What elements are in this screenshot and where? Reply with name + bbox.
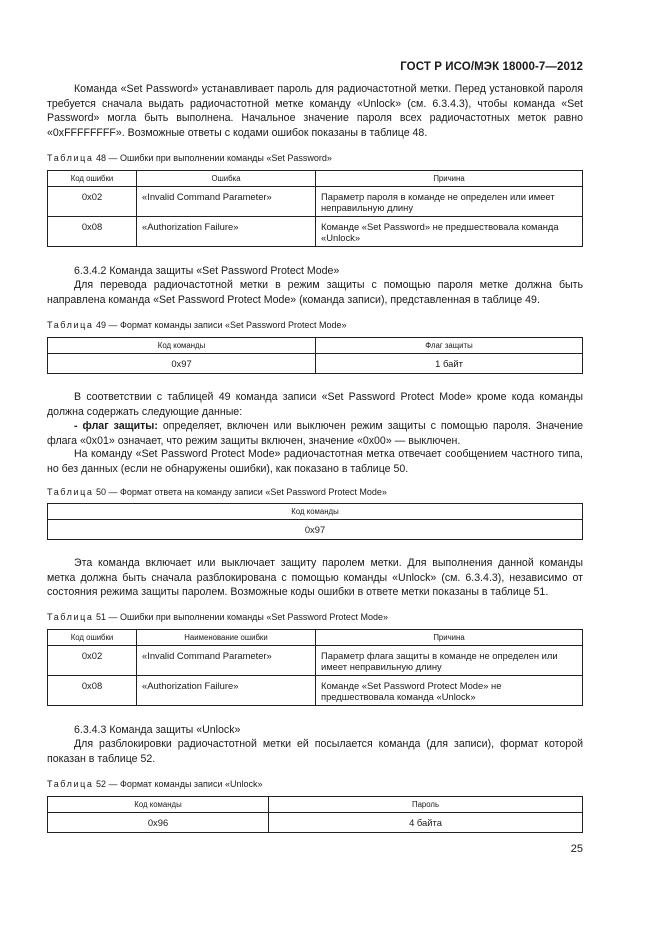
password-cell: 4 байта: [269, 813, 583, 833]
protect-flag-description: определяет, включен или выключен режим защиты с помощью пароля. Значение флага «0x01» означает, что режим защиты включен, значение «0x00» — выключен.: [47, 420, 584, 447]
table-52: [47, 796, 583, 833]
section-heading-6-3-4-2: 6.3.4.2 Команда защиты «Set Password Protect Mode»: [74, 265, 340, 277]
paragraph-unlock-required: Эта команда включает или выключает защиту паролем метки. Для выполнения данной команды метка должна быть сначала разблокирована с помощью команды «Unlock» (см. 6.3.4.3), независимо от состояния режима защиты паролем. Возможные коды ошибки в ответе метки показаны в таблице 51.: [47, 557, 583, 599]
table-header-row: [48, 504, 583, 520]
table-row: [48, 520, 583, 540]
column-header: Код команды: [48, 797, 269, 813]
error-name-cell: «Invalid Command Parameter»: [137, 646, 316, 676]
table-52-caption: [47, 779, 263, 790]
paragraph-unlock: Для разблокировки радиочастотной метки ей посылается команда (для записи), формат которой показан в таблице 52.: [47, 738, 583, 765]
table-48: [47, 170, 583, 247]
column-header: Код ошибки: [48, 630, 137, 646]
column-header: Код ошибки: [48, 171, 137, 187]
reason-cell: Команде «Set Password» не предшествовала команда «Unlock»: [316, 217, 583, 247]
table-51: [47, 629, 583, 706]
caption-text: 50 — Формат ответа на команду записи «Set Password Protect Mode»: [93, 487, 387, 497]
table-48-caption: [47, 153, 332, 164]
command-code-cell: 0x96: [48, 813, 269, 833]
reason-cell: Команде «Set Password Protect Mode» не предшествовала команда «Unlock»: [316, 676, 583, 706]
table-50: [47, 503, 583, 540]
caption-word: Таблица: [47, 612, 94, 622]
column-header: Пароль: [269, 797, 583, 813]
section-heading-6-3-4-3: 6.3.4.3 Команда защиты «Unlock»: [74, 724, 241, 736]
caption-word: Таблица: [47, 779, 94, 789]
table-header-row: [48, 630, 583, 646]
column-header: Причина: [316, 630, 583, 646]
caption-word: Таблица: [47, 320, 94, 330]
column-header: Флаг защиты: [316, 338, 583, 354]
document-header: ГОСТ Р ИСО/МЭК 18000-7—2012: [400, 61, 583, 73]
paragraph-response: На команду «Set Password Protect Mode» радиочастотная метка отвечает сообщением частного типа, но без данных (если не обнаружены ошибки), как показано в таблице 50.: [47, 448, 583, 475]
paragraph-set-password-protect-mode: Для перевода радиочастотной метки в режим защиты с помощью пароля метке должна быть направлена команда «Set Password Protect Mode» (команда записи), представленная в таблице 49.: [47, 279, 583, 306]
command-code-cell: 0x97: [48, 520, 583, 540]
paragraph-set-password: Команда «Set Password» устанавливает пароль для радиочастотной метки. Перед установкой пароля требуется сначала выдать радиочастотной метке команду «Unlock» (см. 6.3.4.3), чтобы команда «Set Password» могла быть выполнена. Начальное значение пароля всех радиочастотных меток равно «0xFFFFFFFF». Возможные ответы с кодами ошибок показаны в таблице 48.: [47, 83, 583, 139]
table-50-caption: [47, 487, 387, 498]
paragraph-table-49-note: В соответствии с таблицей 49 команда записи «Set Password Protect Mode» кроме кода команды должна содержать следующие данные:: [47, 391, 583, 418]
error-name-cell: «Authorization Failure»: [137, 676, 316, 706]
error-name-cell: «Authorization Failure»: [137, 217, 316, 247]
caption-text: 48 — Ошибки при выполнении команды «Set Password»: [93, 153, 332, 163]
caption-text: 52 — Формат команды записи «Unlock»: [93, 779, 263, 789]
protect-flag-cell: 1 байт: [316, 354, 583, 374]
caption-text: 49 — Формат команды записи «Set Password Protect Mode»: [93, 320, 347, 330]
table-header-row: [48, 797, 583, 813]
table-header-row: [48, 338, 583, 354]
table-header-row: [48, 171, 583, 187]
column-header: Причина: [316, 171, 583, 187]
term-protect-flag: - флаг защиты:: [74, 420, 158, 432]
column-header: Код команды: [48, 504, 583, 520]
table-row: [48, 187, 583, 217]
table-51-caption: [47, 612, 388, 623]
page-number: 25: [570, 843, 583, 855]
table-row: [48, 354, 583, 374]
table-49-caption: [47, 320, 347, 331]
caption-word: Таблица: [47, 153, 94, 163]
column-header: Код команды: [48, 338, 316, 354]
error-code-cell: 0x08: [48, 676, 137, 706]
error-code-cell: 0x02: [48, 187, 137, 217]
error-code-cell: 0x08: [48, 217, 137, 247]
column-header: Наименование ошибки: [137, 630, 316, 646]
command-code-cell: 0x97: [48, 354, 316, 374]
error-name-cell: «Invalid Command Parameter»: [137, 187, 316, 217]
table-row: [48, 676, 583, 706]
column-header: Ошибка: [137, 171, 316, 187]
table-row: [48, 813, 583, 833]
caption-text: 51 — Ошибки при выполнении команды «Set Password Protect Mode»: [93, 612, 388, 622]
reason-cell: Параметр флага защиты в команде не определен или имеет неправильную длину: [316, 646, 583, 676]
table-row: [48, 646, 583, 676]
table-49: [47, 337, 583, 374]
table-row: [48, 217, 583, 247]
caption-word: Таблица: [47, 487, 94, 497]
paragraph-protect-flag: [47, 419, 583, 448]
error-code-cell: 0x02: [48, 646, 137, 676]
reason-cell: Параметр пароля в команде не определен или имеет неправильную длину: [316, 187, 583, 217]
